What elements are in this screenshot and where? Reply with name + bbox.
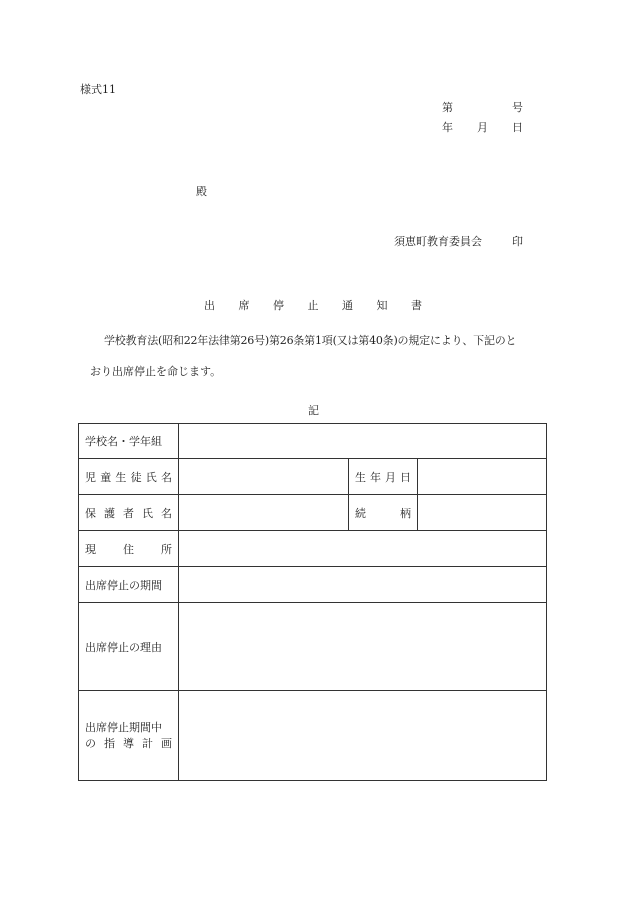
label-char: 現 [85, 542, 96, 556]
suspension-reason-label [79, 603, 179, 691]
relation-label [349, 495, 418, 531]
birthdate-label [349, 459, 418, 495]
label-char: 児 [85, 470, 96, 484]
label-char: 導 [123, 736, 134, 750]
label-char: 月 [385, 470, 396, 484]
date-year-label: 年 [442, 121, 453, 134]
table-row [79, 691, 547, 781]
date-month-label: 月 [477, 121, 488, 134]
document-number-prefix: 第 [442, 101, 453, 114]
relation-value-cell[interactable] [418, 495, 547, 531]
form-number: 様式11 [80, 83, 116, 96]
body-text-line-1: 学校教育法(昭和22年法律第26号)第26条第1項(又は第40条)の規定により、下記のと [104, 334, 517, 347]
address-label [79, 531, 179, 567]
birthdate-value-cell[interactable] [418, 459, 547, 495]
label-char: 護 [104, 506, 115, 520]
suspension-period-text: 出席停止の期間 [85, 578, 162, 592]
guidance-plan-line-2 [85, 736, 172, 752]
label-char: 氏 [142, 506, 153, 520]
label-char: 名 [160, 470, 172, 484]
student-name-value-cell[interactable] [179, 459, 349, 495]
seal-mark: 印 [512, 235, 523, 248]
label-char: 所 [161, 542, 172, 556]
school-grade-text: 学校名・学年組 [85, 435, 162, 448]
title-char: 席 [238, 299, 250, 312]
guardian-name-label [79, 495, 179, 531]
guardian-name-value-cell[interactable] [179, 495, 349, 531]
table-row [79, 459, 547, 495]
document-number-suffix: 号 [512, 101, 523, 114]
table-row [79, 424, 547, 459]
label-char: 氏 [145, 470, 157, 484]
label-char: 年 [370, 470, 381, 484]
school-grade-value-cell[interactable] [179, 424, 547, 459]
suspension-reason-text: 出席停止の理由 [85, 640, 162, 654]
date-day-label: 日 [512, 121, 523, 134]
label-char: 生 [115, 470, 127, 484]
label-char: 指 [104, 736, 115, 750]
student-name-label [79, 459, 179, 495]
label-char: 保 [85, 506, 96, 520]
title-char: 書 [411, 299, 422, 312]
label-char: 徒 [130, 470, 142, 484]
label-char: 計 [142, 736, 153, 750]
title-char: 出 [204, 299, 215, 312]
title-char: 停 [273, 299, 284, 312]
table-row [79, 531, 547, 567]
addressee-suffix: 殿 [196, 185, 207, 198]
label-char: 柄 [400, 506, 411, 520]
label-char: 日 [400, 470, 411, 484]
label-char: 童 [100, 470, 112, 484]
table-row [79, 495, 547, 531]
title-char: 止 [307, 299, 319, 312]
label-char: 名 [161, 506, 172, 520]
document-title [204, 297, 422, 313]
ki-heading: 記 [308, 404, 319, 417]
title-char: 通 [342, 299, 353, 312]
notice-details-table [78, 423, 547, 781]
label-char: 者 [123, 506, 134, 520]
guidance-plan-label [79, 691, 179, 781]
label-char: 画 [161, 736, 172, 750]
label-char: の [85, 736, 96, 750]
table-row [79, 603, 547, 691]
guidance-plan-value-cell[interactable] [179, 691, 547, 781]
label-char: 住 [123, 542, 134, 556]
sender-name: 須恵町教育委員会 [394, 235, 482, 248]
suspension-reason-value-cell[interactable] [179, 603, 547, 691]
table-row [79, 567, 547, 603]
title-char: 知 [376, 299, 388, 312]
suspension-period-label [79, 567, 179, 603]
body-text-line-2: おり出席停止を命じます。 [90, 365, 222, 378]
address-value-cell[interactable] [179, 531, 547, 567]
label-char: 生 [355, 470, 366, 484]
label-char: 続 [355, 506, 366, 520]
suspension-period-value-cell[interactable] [179, 567, 547, 603]
guidance-plan-line-1: 出席停止期間中 [85, 720, 162, 734]
school-grade-label [79, 424, 179, 459]
